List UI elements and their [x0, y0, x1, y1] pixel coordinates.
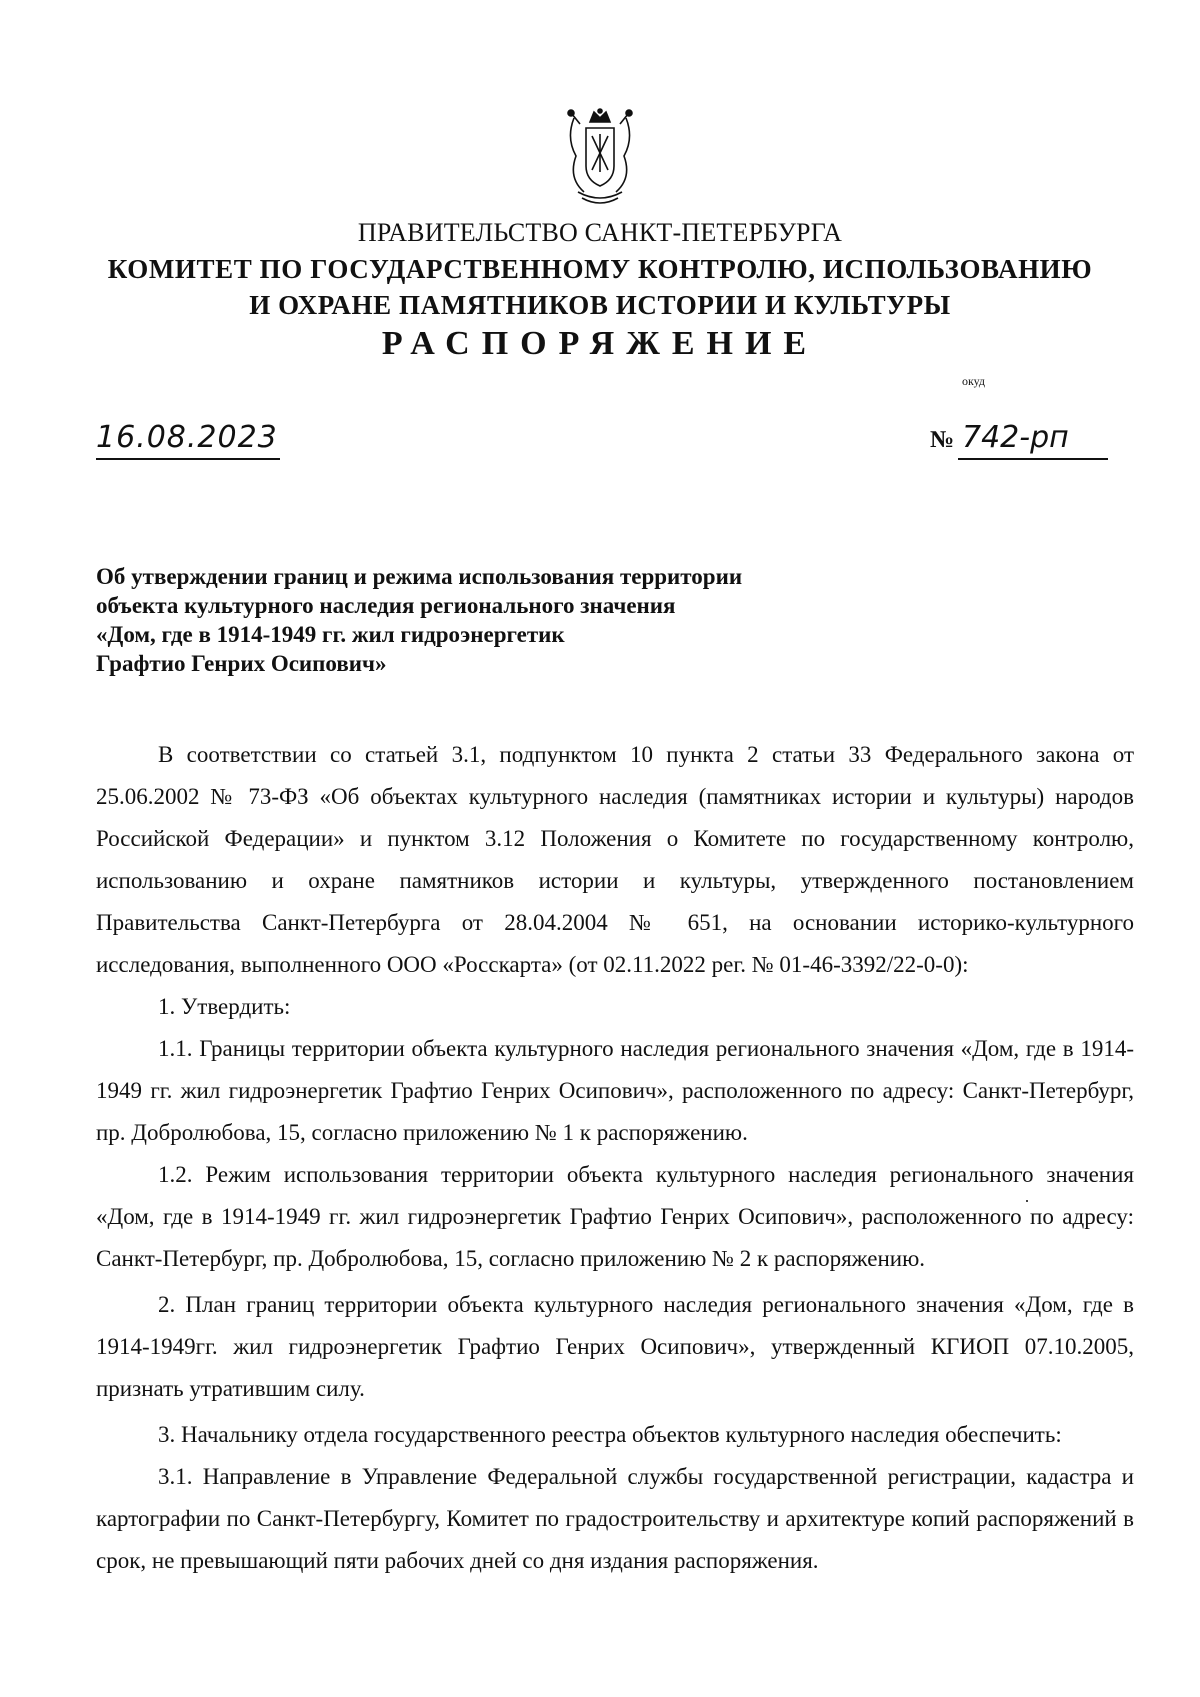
paragraph-2: 2. План границ территории объекта культурного наследия регионального значения «Дом, где в 1914-1949гг. жил гидроэнергетик Графтио Генрих Осипович», утвержденный КГИОП 07.10.2005, признать утратившим силу. — [96, 1292, 1134, 1401]
subject-line: Графтио Генрих Осипович» — [96, 651, 387, 676]
document-number: 742-рп — [962, 420, 1069, 455]
number-underline — [958, 458, 1108, 460]
document-date: 16.08.2023 — [96, 420, 278, 455]
okud-label: окуд — [962, 374, 986, 388]
scan-speck — [1026, 1200, 1028, 1202]
committee-name-line2: И ОХРАНЕ ПАМЯТНИКОВ ИСТОРИИ И КУЛЬТУРЫ — [249, 290, 951, 320]
coat-of-arms-icon — [564, 108, 636, 208]
document-type: РАСПОРЯЖЕНИЕ — [381, 325, 819, 362]
paragraph-1: 1. Утвердить: — [158, 994, 291, 1019]
subject-line: «Дом, где в 1914-1949 гг. жил гидроэнергетик — [96, 622, 565, 647]
paragraph-3: 3. Начальнику отдела государственного реестра объектов культурного наследия обеспечить: — [158, 1422, 1062, 1447]
paragraph-preamble: В соответствии со статьей 3.1, подпунктом 10 пункта 2 статьи 33 Федерального закона от 25.06.2002 № 73-ФЗ «Об объектах культурного наследия (памятниках истории и культуры) народов Российской Федерации» и пунктом 3.12 Положения о Комитете по государственному контролю, использованию и охране памятников истории и культуры, утвержденного постановлением Правительства Санкт-Петербурга от 28.04.2004 № 651, на основании историко-культурного исследования, выполненного ООО «Росскарта» (от 02.11.2022 рег. № 01-46-3392/22-0-0): — [96, 742, 1134, 977]
document-body — [96, 734, 1134, 1582]
government-title: ПРАВИТЕЛЬСТВО САНКТ-ПЕТЕРБУРГА — [357, 218, 843, 247]
paragraph-1-1: 1.1. Границы территории объекта культурного наследия регионального значения «Дом, где в 1914-1949 гг. жил гидроэнергетик Графтио Генрих Осипович», расположенного по адресу: Санкт-Петербург, пр. Добролюбова, 15, согласно приложению № 1 к распоряжению. — [96, 1036, 1134, 1145]
document-subject — [96, 562, 742, 678]
date-underline — [96, 458, 280, 460]
number-label: № — [930, 427, 955, 453]
paragraph-1-2: 1.2. Режим использования территории объекта культурного наследия регионального значения «Дом, где в 1914-1949 гг. жил гидроэнергетик Графтио Генрих Осипович», расположенного по адресу: Санкт-Петербург, пр. Добролюбова, 15, согласно приложению № 2 к распоряжению. — [96, 1162, 1134, 1271]
subject-line: Об утверждении границ и режима использования территории — [96, 564, 743, 589]
subject-line: объекта культурного наследия регионального значения — [96, 593, 676, 618]
paragraph-3-1: 3.1. Направление в Управление Федеральной службы государственной регистрации, кадастра и картографии по Санкт-Петербургу, Комитет по градостроительству и архитектуре копий распоряжений в срок, не превышающий пяти рабочих дней со дня издания распоряжения. — [96, 1464, 1134, 1573]
committee-name-line1: КОМИТЕТ ПО ГОСУДАРСТВЕННОМУ КОНТРОЛЮ, ИСПОЛЬЗОВАНИЮ — [107, 254, 1093, 284]
